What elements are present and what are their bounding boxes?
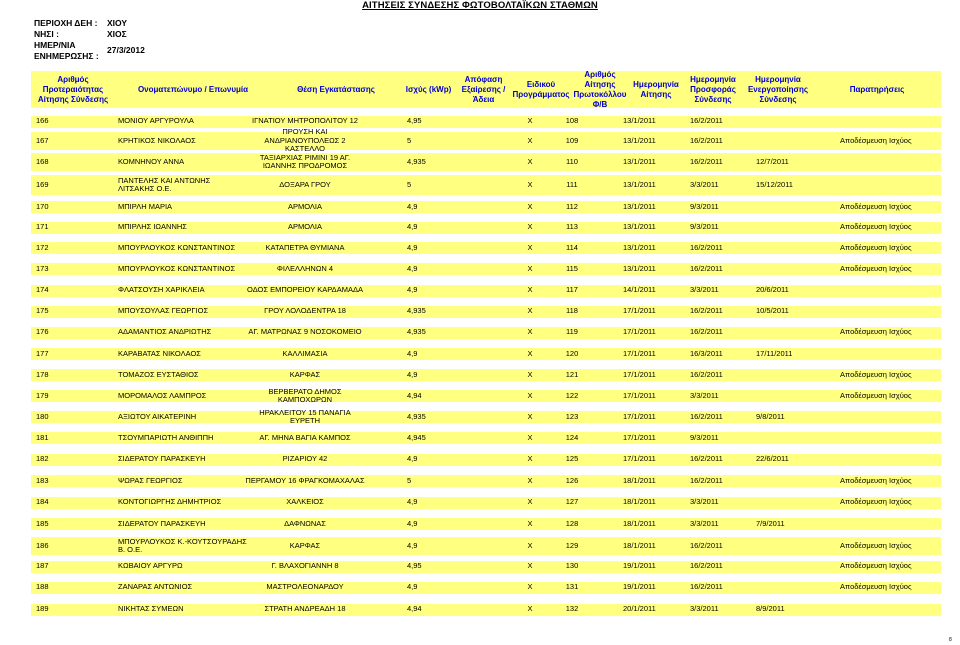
cell-remarks — [840, 514, 940, 534]
cell-offer-date: 16/2/2011 — [690, 135, 723, 145]
cell-activation-date: 9/8/2011 — [756, 411, 785, 421]
cell-location: ΟΔΟΣ ΕΜΠΟΡΕΙΟΥ ΚΑΡΔΑΜΑΔΑ — [247, 285, 363, 295]
cell-no: 185 — [36, 518, 49, 528]
cell-remarks — [840, 112, 940, 132]
cell-offer-date: 9/3/2011 — [690, 222, 719, 232]
cell-exemption — [440, 365, 480, 385]
cell-no: 187 — [36, 561, 49, 571]
cell-special: Χ — [527, 411, 533, 421]
cell-app-date: 17/1/2011 — [623, 432, 656, 442]
cell-offer-date: 3/3/2011 — [690, 179, 719, 189]
cell-no: 168 — [36, 156, 49, 166]
cell-remarks — [840, 428, 940, 448]
cell-name: ΜΠΟΥΡΛΟΥΚΟΣ ΚΩΝΣΤΑΝΤΙΝΟΣ — [118, 242, 236, 252]
cell-activation-date — [756, 386, 806, 406]
cell-power: 4,935 — [407, 156, 426, 166]
cell-remarks: Αποδέσμευση Ισχύος — [840, 327, 912, 337]
cell-name: ΜΟΡΟΜΑΛΟΣ ΛΑΜΠΡΟΣ — [118, 390, 207, 400]
cell-power: 4,94 — [407, 604, 422, 614]
cell-exemption — [440, 450, 480, 470]
cell-special: Χ — [527, 582, 533, 592]
cell-no: 166 — [36, 116, 49, 126]
col-header-remarks: Παρατηρήσεις — [849, 84, 905, 94]
cell-activation-date — [756, 131, 806, 151]
cell-exemption — [440, 344, 480, 364]
cell-exemption — [440, 302, 480, 322]
cell-offer-date: 16/2/2011 — [690, 454, 723, 464]
cell-offer-date: 9/3/2011 — [690, 432, 719, 442]
cell-offer-date: 16/2/2011 — [690, 306, 723, 316]
island-value: ΧΙΟΣ — [107, 29, 127, 39]
cell-exemption — [440, 407, 480, 427]
cell-exemption — [440, 323, 480, 343]
cell-exemption — [440, 152, 480, 172]
cell-protocol: 110 — [566, 156, 578, 166]
cell-activation-date — [756, 557, 806, 577]
cell-special: Χ — [527, 369, 533, 379]
cell-protocol: 125 — [565, 454, 579, 464]
cell-no: 184 — [36, 497, 49, 507]
cell-name: ΖΑΝΑΡΑΣ ΑΝΤΩΝΙΟΣ — [118, 582, 193, 592]
cell-location: ΣΤΡΑΤΗ ΑΝΔΡΕΑΔΗ 18 — [264, 604, 346, 614]
cell-location: ΒΕΡΒΕΡΑΤΟ ΔΗΜΟΣ ΚΑΜΠΟΧΩΡΩΝ — [268, 386, 342, 404]
cell-protocol: 123 — [565, 411, 579, 421]
cell-remarks: Αποδέσμευση Ισχύος — [840, 263, 912, 273]
cell-no: 186 — [36, 540, 49, 550]
date-label — [34, 40, 99, 62]
cell-exemption — [440, 578, 480, 598]
cell-app-date: 17/1/2011 — [623, 390, 656, 400]
cell-protocol: 113 — [566, 222, 578, 232]
cell-exemption — [440, 112, 480, 132]
region-value: ΧΙΟΥ — [107, 18, 128, 28]
cell-name: ΜΠΟΥΡΛΟΥΚΟΣ Κ.-ΚΟΥΤΣΟΥΡΑΔΗΣ Β. Ο.Ε. — [118, 536, 247, 554]
cell-name: ΜΠΟΥΡΛΟΥΚΟΣ ΚΩΝΣΤΑΝΤΙΝΟΣ — [118, 263, 236, 273]
cell-power: 4,9 — [407, 582, 418, 592]
cell-exemption — [440, 131, 480, 151]
cell-remarks: Αποδέσμευση Ισχύος — [840, 201, 912, 211]
cell-name: ΚΟΜΝΗΝΟΥ ΑΝΝΑ — [118, 156, 185, 166]
cell-app-date: 18/1/2011 — [623, 475, 656, 485]
cell-app-date: 13/1/2011 — [623, 179, 656, 189]
cell-exemption — [440, 218, 480, 238]
cell-special: Χ — [527, 263, 533, 273]
cell-remarks: Αποδέσμευση Ισχύος — [840, 561, 912, 571]
cell-power: 4,94 — [407, 390, 422, 400]
cell-exemption — [440, 281, 480, 301]
cell-location: ΚΑΛΛΙΜΑΣΙΑ — [282, 348, 328, 358]
cell-power: 5 — [407, 179, 412, 189]
cell-name: ΣΙΔΕΡΑΤΟΥ ΠΑΡΑΣΚΕΥΗ — [118, 454, 206, 464]
cell-power: 4,935 — [407, 327, 426, 337]
cell-app-date: 19/1/2011 — [623, 582, 656, 592]
date-label-line1: ΗΜΕΡ/ΝΙΑ — [34, 40, 76, 50]
cell-no: 182 — [36, 454, 49, 464]
cell-app-date: 13/1/2011 — [623, 116, 656, 126]
cell-power: 4,945 — [407, 432, 426, 442]
col-header-special: Ειδικού Προγράμματος — [512, 79, 570, 99]
cell-no: 177 — [36, 348, 49, 358]
cell-special: Χ — [527, 135, 533, 145]
cell-activation-date: 20/6/2011 — [756, 285, 789, 295]
cell-location: ΑΓ. ΜΗΝΑ ΒΑΓΙΑ ΚΑΜΠΟΣ — [259, 432, 351, 442]
cell-offer-date: 16/2/2011 — [690, 263, 723, 273]
cell-app-date: 17/1/2011 — [623, 306, 656, 316]
cell-power: 5 — [407, 475, 412, 485]
cell-remarks — [840, 152, 940, 172]
cell-protocol: 115 — [566, 263, 578, 273]
cell-name: ΜΠΙΡΛΗΣ ΙΩΑΝΝΗΣ — [118, 222, 187, 232]
cell-no: 188 — [36, 582, 49, 592]
page-number: 8 — [949, 637, 952, 643]
cell-app-date: 18/1/2011 — [623, 497, 656, 507]
cell-name: ΜΠΙΡΛΗ ΜΑΡΙΑ — [118, 201, 173, 211]
cell-name: ΤΣΟΥΜΠΑΡΙΩΤΗ ΑΝΘΙΠΠΗ — [118, 432, 214, 442]
cell-special: Χ — [527, 604, 533, 614]
cell-name: ΝΙΚΗΤΑΣ ΣΥΜΕΩΝ — [118, 604, 184, 614]
cell-protocol: 124 — [565, 432, 579, 442]
cell-activation-date — [756, 493, 806, 513]
cell-location: ΜΑΣΤΡΟΛΕΟΝΑΡΔΟΥ — [266, 582, 344, 592]
cell-special: Χ — [527, 201, 533, 211]
cell-special: Χ — [527, 222, 533, 232]
cell-app-date: 13/1/2011 — [623, 201, 656, 211]
cell-activation-date — [756, 365, 806, 385]
cell-app-date: 17/1/2011 — [623, 369, 656, 379]
cell-special: Χ — [527, 179, 533, 189]
cell-remarks: Αποδέσμευση Ισχύος — [840, 390, 912, 400]
cell-name: ΜΟΝΙΟΥ ΑΡΓΥΡΟΥΛΑ — [118, 116, 194, 126]
cell-no: 180 — [36, 411, 49, 421]
cell-no: 173 — [36, 263, 49, 273]
cell-remarks: Αποδέσμευση Ισχύος — [840, 242, 912, 252]
cell-location: ΙΓΝΑΤΙΟΥ ΜΗΤΡΟΠΟΛΙΤΟΥ 12 — [252, 116, 358, 126]
cell-activation-date — [756, 259, 806, 279]
cell-offer-date: 16/2/2011 — [690, 327, 723, 337]
cell-location: ΤΑΞΙΑΡΧΙΑΣ ΡΙΜΙΝΙ 19 ΑΓ. ΙΩΑΝΝΗΣ ΠΡΟΔΡΟΜΟΣ — [259, 152, 351, 170]
cell-special: Χ — [527, 432, 533, 442]
cell-activation-date: 8/9/2011 — [756, 604, 785, 614]
cell-remarks: Αποδέσμευση Ισχύος — [840, 135, 912, 145]
cell-protocol: 132 — [565, 604, 579, 614]
cell-special: Χ — [527, 497, 533, 507]
cell-activation-date — [756, 323, 806, 343]
cell-offer-date: 16/2/2011 — [690, 561, 723, 571]
cell-protocol: 120 — [565, 348, 579, 358]
cell-app-date: 13/1/2011 — [623, 135, 656, 145]
col-header-activation-date: Ημερομηνία Ενεργοποίησης Σύνδεσης — [747, 74, 809, 104]
cell-remarks: Αποδέσμευση Ισχύος — [840, 540, 912, 550]
cell-location: ΠΡΟΥΣΗ ΚΑΙ ΑΝΔΡΙΑΝΟΥΠΟΛΕΩΣ 2 ΚΑΣΤΕΛΛΟ — [264, 127, 346, 154]
cell-protocol: 130 — [565, 561, 579, 571]
cell-special: Χ — [527, 327, 533, 337]
cell-offer-date: 16/2/2011 — [690, 475, 723, 485]
cell-special: Χ — [527, 242, 533, 252]
cell-no: 178 — [36, 369, 49, 379]
cell-special: Χ — [527, 285, 533, 295]
cell-activation-date — [756, 197, 806, 217]
cell-special: Χ — [527, 475, 533, 485]
col-header-app-date: Ημερομηνία Αίτησης — [633, 79, 679, 99]
cell-offer-date: 3/3/2011 — [690, 518, 719, 528]
cell-special: Χ — [527, 390, 533, 400]
cell-power: 4,9 — [407, 348, 418, 358]
cell-location: ΚΑΡΦΑΣ — [289, 540, 321, 550]
cell-offer-date: 16/2/2011 — [690, 242, 723, 252]
cell-activation-date — [756, 428, 806, 448]
cell-location: ΚΑΤΑΠΕΤΡΑ ΘΥΜΙΑΝΑ — [265, 242, 345, 252]
cell-protocol: 119 — [566, 327, 578, 337]
cell-app-date: 17/1/2011 — [623, 454, 656, 464]
page-title: ΑΙΤΗΣΕΙΣ ΣΥΝΔΕΣΗΣ ΦΩΤΟΒΟΛΤΑΪΚΩΝ ΣΤΑΘΜΩΝ — [362, 0, 598, 11]
col-header-name: Ονοματεπώνυμο / Επωνυμία — [137, 84, 249, 94]
region-label: ΠΕΡΙΟΧΗ ΔΕΗ : — [34, 18, 98, 28]
col-header-protocol: Αριθμός Αίτησης Πρωτοκόλλου Φ/Β — [573, 69, 627, 109]
cell-protocol: 114 — [566, 242, 578, 252]
cell-activation-date — [756, 112, 806, 132]
cell-exemption — [440, 600, 480, 620]
cell-activation-date: 22/6/2011 — [756, 454, 789, 464]
cell-activation-date — [756, 238, 806, 258]
cell-name: ΚΑΡΑΒΑΤΑΣ ΝΙΚΟΛΑΟΣ — [118, 348, 201, 358]
cell-no: 172 — [36, 242, 49, 252]
cell-location: ΑΡΜΟΛΙΑ — [287, 201, 323, 211]
cell-name: ΑΞΙΩΤΟΥ ΑΙΚΑΤΕΡΙΝΗ — [118, 411, 197, 421]
cell-power: 4,935 — [407, 411, 426, 421]
col-header-offer-date: Ημερομηνία Προσφοράς Σύνδεσης — [690, 74, 736, 104]
col-header-exemption: Απόφαση Εξαίρεσης / Άδεια — [461, 74, 506, 104]
cell-special: Χ — [527, 561, 533, 571]
cell-no: 167 — [36, 135, 49, 145]
cell-power: 4,95 — [407, 116, 422, 126]
cell-name: ΣΙΔΕΡΑΤΟΥ ΠΑΡΑΣΚΕΥΗ — [118, 518, 206, 528]
cell-protocol: 112 — [566, 201, 578, 211]
cell-exemption — [440, 514, 480, 534]
cell-no: 183 — [36, 475, 49, 485]
cell-name: ΚΟΝΤΟΓΙΩΡΓΗΣ ΔΗΜΗΤΡΙΟΣ — [118, 497, 222, 507]
cell-remarks: Αποδέσμευση Ισχύος — [840, 582, 912, 592]
cell-app-date: 17/1/2011 — [623, 327, 656, 337]
cell-exemption — [440, 238, 480, 258]
cell-no: 179 — [36, 390, 49, 400]
col-header-power: Ισχύς (kWp) — [405, 84, 452, 94]
cell-offer-date: 16/3/2011 — [690, 348, 723, 358]
cell-special: Χ — [527, 518, 533, 528]
cell-remarks — [840, 302, 940, 322]
cell-remarks — [840, 407, 940, 427]
cell-power: 4,9 — [407, 242, 418, 252]
cell-name: ΤΟΜΑΖΟΣ ΕΥΣΤΑΘΙΟΣ — [118, 369, 199, 379]
cell-special: Χ — [527, 454, 533, 464]
cell-name: ΦΛΑΤΣΟΥΣΗ ΧΑΡΙΚΛΕΙΑ — [118, 285, 205, 295]
cell-power: 4,9 — [407, 263, 418, 273]
cell-name: ΨΩΡΑΣ ΓΕΩΡΓΙΟΣ — [118, 475, 183, 485]
cell-power: 4,935 — [407, 306, 426, 316]
cell-offer-date: 9/3/2011 — [690, 201, 719, 211]
cell-exemption — [440, 557, 480, 577]
cell-protocol: 117 — [566, 285, 578, 295]
cell-remarks: Αποδέσμευση Ισχύος — [840, 497, 912, 507]
cell-protocol: 129 — [565, 540, 579, 550]
cell-app-date: 20/1/2011 — [623, 604, 656, 614]
island-label: ΝΗΣΙ : — [34, 29, 59, 39]
table-header — [31, 71, 941, 108]
cell-location: ΦΙΛΕΛΛΗΝΩΝ 4 — [276, 263, 334, 273]
cell-app-date: 13/1/2011 — [623, 156, 656, 166]
cell-no: 169 — [36, 179, 49, 189]
cell-special: Χ — [527, 156, 533, 166]
cell-remarks: Αποδέσμευση Ισχύος — [840, 222, 912, 232]
cell-remarks — [840, 281, 940, 301]
cell-offer-date: 16/2/2011 — [690, 116, 723, 126]
cell-special: Χ — [527, 306, 533, 316]
cell-offer-date: 16/2/2011 — [690, 156, 723, 166]
cell-power: 4,95 — [407, 561, 422, 571]
cell-app-date: 17/1/2011 — [623, 348, 656, 358]
cell-location: ΓΡΟΥ ΛΟΛΟΔΕΝΤΡΑ 18 — [264, 306, 346, 316]
cell-protocol: 109 — [565, 135, 579, 145]
cell-name: ΜΠΟΥΣΟΥΛΑΣ ΓΕΩΡΓΙΟΣ — [118, 306, 209, 316]
col-header-location: Θέση Εγκατάστασης — [297, 84, 375, 94]
cell-remarks: Αποδέσμευση Ισχύος — [840, 475, 912, 485]
cell-power: 4,9 — [407, 222, 418, 232]
cell-exemption — [440, 471, 480, 491]
cell-no: 181 — [36, 432, 49, 442]
cell-protocol: 108 — [565, 116, 579, 126]
cell-app-date: 18/1/2011 — [623, 518, 656, 528]
cell-protocol: 128 — [565, 518, 579, 528]
date-value: 27/3/2012 — [107, 45, 145, 55]
cell-power: 4,9 — [407, 497, 418, 507]
cell-app-date: 13/1/2011 — [623, 263, 656, 273]
cell-exemption — [440, 386, 480, 406]
cell-location: ΗΡΑΚΛΕΙΤΟΥ 15 ΠΑΝΑΓΙΑ ΕΥΡΕΤΗ — [259, 407, 351, 425]
cell-activation-date — [756, 471, 806, 491]
cell-activation-date: 7/9/2011 — [756, 518, 785, 528]
cell-location: ΠΕΡΓΑΜΟΥ 16 ΦΡΑΓΚΟΜΑΧΑΛΑΣ — [245, 475, 365, 485]
cell-offer-date: 16/2/2011 — [690, 369, 723, 379]
cell-protocol: 122 — [565, 390, 579, 400]
cell-exemption — [440, 175, 480, 195]
cell-power: 5 — [407, 135, 412, 145]
cell-remarks: Αποδέσμευση Ισχύος — [840, 369, 912, 379]
cell-name: ΚΡΗΤΙΚΟΣ ΝΙΚΟΛΑΟΣ — [118, 135, 196, 145]
cell-remarks — [840, 344, 940, 364]
cell-power: 4,9 — [407, 285, 418, 295]
cell-exemption — [440, 536, 480, 556]
cell-power: 4,9 — [407, 540, 418, 550]
cell-protocol: 126 — [565, 475, 579, 485]
cell-protocol: 127 — [565, 497, 579, 507]
cell-app-date: 13/1/2011 — [623, 242, 656, 252]
cell-protocol: 111 — [566, 179, 578, 189]
cell-power: 4,9 — [407, 518, 418, 528]
cell-activation-date — [756, 218, 806, 238]
cell-special: Χ — [527, 116, 533, 126]
col-header-priority: Αριθμός Προτεραιότητας Αίτησης Σύνδεσης — [37, 74, 109, 104]
cell-offer-date: 3/3/2011 — [690, 497, 719, 507]
cell-activation-date: 15/12/2011 — [756, 179, 793, 189]
cell-app-date: 17/1/2011 — [623, 411, 656, 421]
cell-no: 189 — [36, 604, 49, 614]
cell-app-date: 18/1/2011 — [623, 540, 656, 550]
cell-remarks — [840, 175, 940, 195]
cell-activation-date — [756, 536, 806, 556]
cell-protocol: 131 — [565, 582, 579, 592]
cell-activation-date: 12/7/2011 — [756, 156, 789, 166]
cell-offer-date: 3/3/2011 — [690, 285, 719, 295]
cell-location: ΡΙΖΑΡΙΟΥ 42 — [282, 454, 328, 464]
cell-activation-date — [756, 578, 806, 598]
date-label-line2: ΕΝΗΜΕΡΩΣΗΣ : — [34, 51, 99, 61]
cell-exemption — [440, 493, 480, 513]
cell-activation-date: 10/5/2011 — [756, 306, 789, 316]
cell-name: ΑΔΑΜΑΝΤΙΟΣ ΑΝΔΡΙΩΤΗΣ — [118, 327, 212, 337]
cell-no: 174 — [36, 285, 49, 295]
cell-exemption — [440, 259, 480, 279]
cell-offer-date: 3/3/2011 — [690, 390, 719, 400]
cell-name: ΠΑΝΤΕΛΗΣ ΚΑΙ ΑΝΤΩΝΗΣ ΛΙΤΣΑΚΗΣ Ο.Ε. — [118, 175, 211, 193]
cell-location: ΚΑΡΦΑΣ — [289, 369, 321, 379]
cell-offer-date: 16/2/2011 — [690, 582, 723, 592]
cell-power: 4,9 — [407, 201, 418, 211]
cell-location: Γ. ΒΛΑΧΟΓΙΑΝΝΗ 8 — [271, 561, 339, 571]
cell-offer-date: 16/2/2011 — [690, 411, 723, 421]
cell-special: Χ — [527, 540, 533, 550]
cell-protocol: 121 — [565, 369, 579, 379]
cell-no: 175 — [36, 306, 49, 316]
cell-name: ΚΩΒΑΙΟΥ ΑΡΓΥΡΩ — [118, 561, 183, 571]
cell-app-date: 19/1/2011 — [623, 561, 656, 571]
cell-special: Χ — [527, 348, 533, 358]
cell-power: 4,9 — [407, 369, 418, 379]
cell-offer-date: 16/2/2011 — [690, 540, 723, 550]
cell-no: 176 — [36, 327, 49, 337]
cell-no: 171 — [36, 222, 49, 232]
cell-location: ΑΓ. ΜΑΤΡΩΝΑΣ 9 ΝΟΣΟΚΟΜΕΙΟ — [248, 327, 362, 337]
cell-app-date: 14/1/2011 — [623, 285, 656, 295]
cell-app-date: 13/1/2011 — [623, 222, 656, 232]
cell-no: 170 — [36, 201, 49, 211]
cell-remarks — [840, 600, 940, 620]
cell-exemption — [440, 197, 480, 217]
cell-location: ΧΑΛΚΕΙΟΣ — [286, 497, 324, 507]
cell-exemption — [440, 428, 480, 448]
cell-power: 4,9 — [407, 454, 418, 464]
cell-protocol: 118 — [566, 306, 578, 316]
cell-location: ΑΡΜΟΛΙΑ — [287, 222, 323, 232]
cell-offer-date: 3/3/2011 — [690, 604, 719, 614]
cell-location: ΔΟΞΑΡΑ ΓΡΟΥ — [279, 179, 331, 189]
cell-remarks — [840, 450, 940, 470]
cell-activation-date: 17/11/2011 — [756, 348, 793, 358]
cell-location: ΔΑΦΝΩΝΑΣ — [284, 518, 326, 528]
